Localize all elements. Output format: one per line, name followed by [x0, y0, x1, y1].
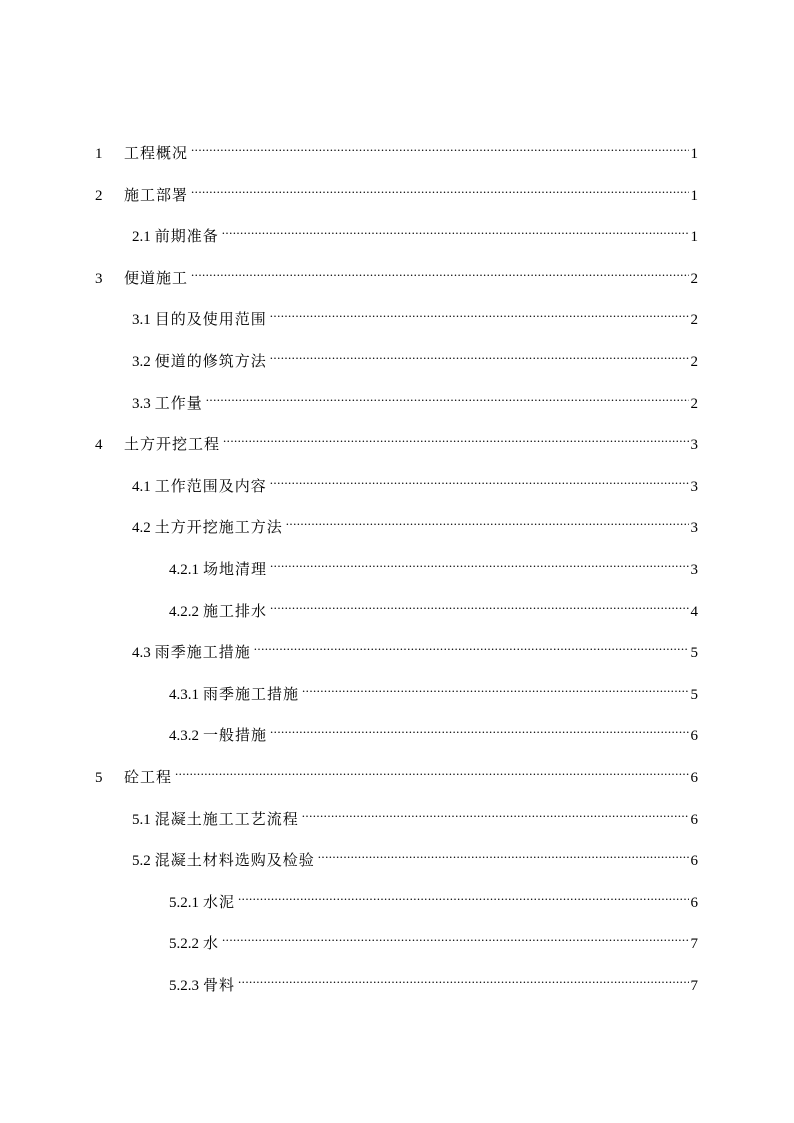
toc-entry[interactable]	[169, 883, 698, 911]
toc-entry-page: 1	[690, 188, 698, 204]
toc-entry-page: 3	[690, 562, 698, 578]
toc-entry-title: 水	[203, 934, 220, 952]
toc-entry[interactable]	[132, 300, 698, 328]
toc-entry-number: 3	[95, 271, 103, 287]
toc-entry-title: 便道的修筑方法	[154, 352, 267, 370]
toc-entry-number: 5.1	[132, 812, 151, 828]
toc-dot-leader	[254, 633, 689, 657]
toc-entry-title: 一般措施	[203, 726, 268, 744]
toc-entry-page: 2	[690, 396, 698, 412]
toc-entry-number: 4.2.2	[169, 604, 199, 620]
toc-dot-leader	[270, 467, 689, 491]
toc-entry-title: 水泥	[203, 893, 236, 911]
toc-entry-page: 2	[690, 354, 698, 370]
toc-entry-number: 2.1	[132, 229, 151, 245]
toc-entry-number: 1	[95, 146, 103, 162]
toc-entry-page: 5	[690, 645, 698, 661]
toc-dot-leader	[222, 924, 688, 948]
toc-entry-title: 砼工程	[124, 768, 173, 786]
toc-entry-title: 雨季施工措施	[203, 685, 300, 703]
toc-dot-leader	[223, 425, 688, 449]
toc-entry-title: 工作范围及内容	[154, 477, 267, 495]
toc-entry-title: 混凝土施工工艺流程	[154, 810, 299, 828]
toc-entry-number: 3.2	[132, 354, 151, 370]
toc-entry-title: 前期准备	[154, 227, 219, 245]
toc-entry-page: 3	[690, 437, 698, 453]
toc-entry[interactable]	[169, 675, 698, 703]
toc-entry-number: 5	[95, 770, 103, 786]
toc-entry[interactable]	[169, 716, 698, 744]
toc-entry-number: 5.2	[132, 853, 151, 869]
toc-dot-leader	[318, 841, 689, 865]
toc-dot-leader	[302, 800, 689, 824]
toc-entry-number: 4.3.1	[169, 687, 199, 703]
toc-entry[interactable]	[95, 425, 698, 453]
toc-entry-page: 3	[690, 479, 698, 495]
toc-entry-title: 土方开挖施工方法	[154, 518, 283, 536]
toc-dot-leader	[286, 508, 689, 532]
toc-entry-number: 5.2.1	[169, 895, 199, 911]
toc-entry-number: 4.3.2	[169, 728, 199, 744]
toc-dot-leader	[270, 592, 688, 616]
toc-entry[interactable]	[169, 550, 698, 578]
toc-entry-title: 土方开挖工程	[124, 435, 221, 453]
toc-entry-title: 便道施工	[124, 269, 189, 287]
toc-entry-page: 2	[690, 312, 698, 328]
toc-dot-leader	[238, 883, 688, 907]
toc-entry[interactable]	[169, 592, 698, 620]
toc-entry-number: 3.3	[132, 396, 151, 412]
toc-entry-number: 5.2.2	[169, 936, 199, 952]
toc-entry-title: 骨料	[203, 976, 236, 994]
toc-entry-page: 1	[690, 229, 698, 245]
toc-dot-leader	[222, 217, 689, 241]
toc-entry[interactable]	[169, 966, 698, 994]
toc-entry[interactable]	[132, 841, 698, 869]
toc-entry-number: 4.3	[132, 645, 151, 661]
toc-entry-title: 混凝土材料选购及检验	[154, 851, 315, 869]
toc-entry-number: 2	[95, 188, 103, 204]
toc-dot-leader	[206, 384, 689, 408]
toc-dot-leader	[270, 550, 688, 574]
toc-entry-page: 3	[690, 520, 698, 536]
toc-entry-title: 目的及使用范围	[154, 310, 267, 328]
toc-entry[interactable]	[132, 467, 698, 495]
toc-entry-page: 7	[690, 978, 698, 994]
toc-entry-page: 1	[690, 146, 698, 162]
toc-entry-title: 工作量	[154, 394, 203, 412]
toc-entry[interactable]	[132, 384, 698, 412]
toc-dot-leader	[191, 176, 688, 200]
toc-entry[interactable]	[95, 259, 698, 287]
toc-entry[interactable]	[95, 176, 698, 204]
toc-entry-page: 7	[690, 936, 698, 952]
toc-entry-page: 6	[690, 853, 698, 869]
toc-dot-leader	[175, 758, 688, 782]
toc-entry-page: 2	[690, 271, 698, 287]
toc-entry[interactable]	[132, 217, 698, 245]
toc-entry-page: 6	[690, 812, 698, 828]
toc-entry-number: 4.1	[132, 479, 151, 495]
toc-entry[interactable]	[169, 924, 698, 952]
toc-entry-number: 5.2.3	[169, 978, 199, 994]
toc-entry[interactable]	[132, 633, 698, 661]
toc-entry-number: 4.2.1	[169, 562, 199, 578]
toc-entry-page: 6	[690, 895, 698, 911]
toc-entry-title: 施工排水	[203, 602, 268, 620]
toc-entry-page: 6	[690, 770, 698, 786]
toc-entry[interactable]	[132, 800, 698, 828]
toc-entry[interactable]	[132, 342, 698, 370]
toc-entry[interactable]	[95, 758, 698, 786]
toc-entry-number: 4.2	[132, 520, 151, 536]
toc-dot-leader	[302, 675, 688, 699]
toc-entry-title: 雨季施工措施	[154, 643, 251, 661]
toc-dot-leader	[191, 134, 688, 158]
toc-entry-page: 4	[690, 604, 698, 620]
toc-entry-title: 施工部署	[124, 186, 189, 204]
toc-entry-title: 工程概况	[124, 144, 189, 162]
toc-entry-title: 场地清理	[203, 560, 268, 578]
toc-entry-page: 6	[690, 728, 698, 744]
toc-dot-leader	[270, 300, 689, 324]
toc-entry-number: 3.1	[132, 312, 151, 328]
toc-dot-leader	[270, 716, 688, 740]
toc-entry-number: 4	[95, 437, 103, 453]
toc-entry[interactable]	[132, 508, 698, 536]
toc-dot-leader	[270, 342, 689, 366]
toc-entry[interactable]	[95, 134, 698, 162]
toc-entry-page: 5	[690, 687, 698, 703]
toc-dot-leader	[238, 966, 688, 990]
toc-dot-leader	[191, 259, 688, 283]
